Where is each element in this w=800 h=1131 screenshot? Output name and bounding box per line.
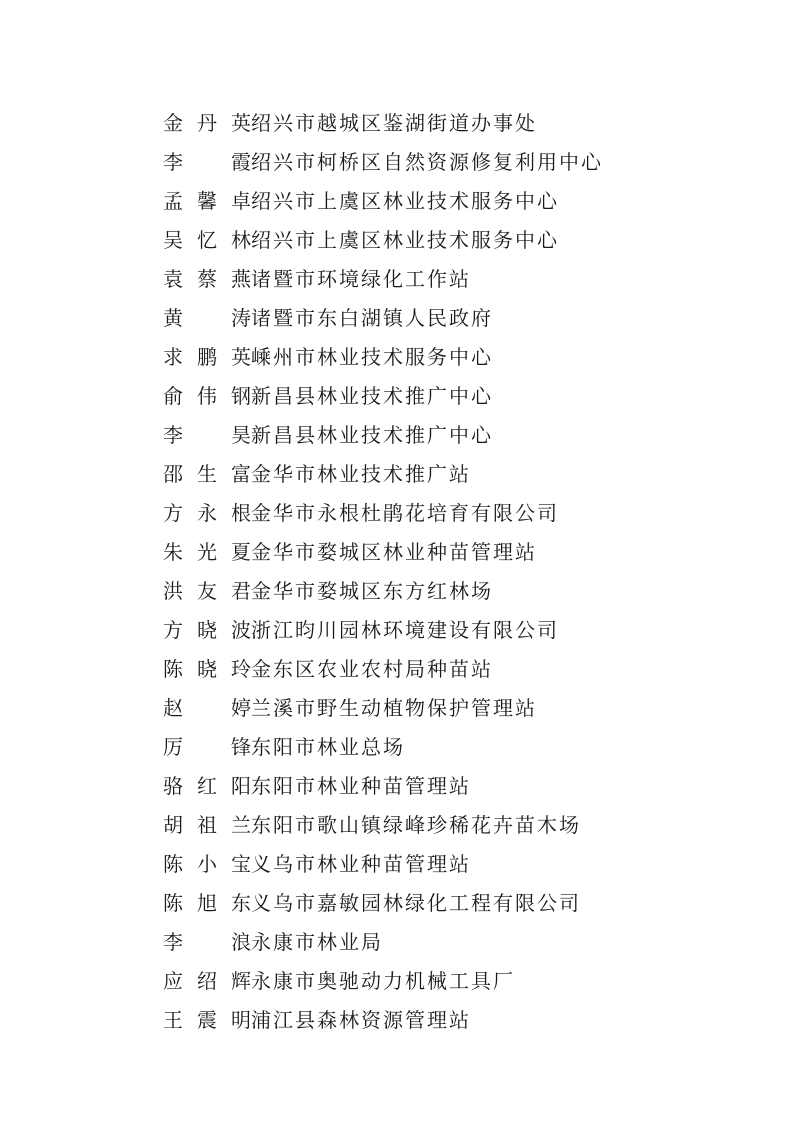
list-item [163, 609, 603, 648]
organization: 东阳市林业种苗管理站 [251, 774, 471, 798]
person-name: 李浪 [163, 930, 251, 954]
list-item [163, 765, 603, 804]
list-item [163, 258, 603, 297]
list-item [163, 999, 603, 1038]
list-item [163, 102, 603, 141]
organization: 永康市奥驰动力机械工具厂 [251, 969, 515, 993]
person-name: 孟馨卓 [163, 189, 251, 213]
list-item [163, 687, 603, 726]
list-item [163, 882, 603, 921]
organization: 诸暨市环境绿化工作站 [251, 267, 471, 291]
person-name: 陈旭东 [163, 891, 251, 915]
person-name: 王震明 [163, 1008, 251, 1032]
person-name: 吴忆林 [163, 228, 251, 252]
organization: 兰溪市野生动植物保护管理站 [251, 696, 537, 720]
organization: 诸暨市东白湖镇人民政府 [251, 306, 493, 330]
list-item [163, 921, 603, 960]
organization: 金华市婺城区林业种苗管理站 [251, 540, 537, 564]
person-name: 赵婷 [163, 696, 251, 720]
list-item [163, 492, 603, 531]
organization: 金东区农业农村局种苗站 [251, 657, 493, 681]
person-name: 方晓波 [163, 618, 251, 642]
person-name: 应绍辉 [163, 969, 251, 993]
list-item [163, 843, 603, 882]
list-item [163, 141, 603, 180]
list-item [163, 180, 603, 219]
name-list [163, 102, 603, 1038]
organization: 浦江县森林资源管理站 [251, 1008, 471, 1032]
organization: 东阳市歌山镇绿峰珍稀花卉苗木场 [251, 813, 581, 837]
list-item [163, 804, 603, 843]
organization: 绍兴市柯桥区自然资源修复利用中心 [251, 150, 603, 174]
person-name: 陈小宝 [163, 852, 251, 876]
list-item [163, 297, 603, 336]
list-item [163, 414, 603, 453]
list-item [163, 375, 603, 414]
person-name: 洪友君 [163, 579, 251, 603]
organization: 东阳市林业总场 [251, 735, 405, 759]
organization: 绍兴市上虞区林业技术服务中心 [251, 189, 559, 213]
person-name: 方永根 [163, 501, 251, 525]
person-name: 求鹏英 [163, 345, 251, 369]
organization: 金华市婺城区东方红林场 [251, 579, 493, 603]
organization: 新昌县林业技术推广中心 [251, 423, 493, 447]
list-item [163, 219, 603, 258]
person-name: 朱光夏 [163, 540, 251, 564]
list-item [163, 726, 603, 765]
person-name: 袁蔡燕 [163, 267, 251, 291]
person-name: 俞伟钢 [163, 384, 251, 408]
organization: 浙江昀川园林环境建设有限公司 [251, 618, 559, 642]
organization: 绍兴市上虞区林业技术服务中心 [251, 228, 559, 252]
person-name: 骆红阳 [163, 774, 251, 798]
organization: 新昌县林业技术推广中心 [251, 384, 493, 408]
person-name: 黄涛 [163, 306, 251, 330]
person-name: 胡祖兰 [163, 813, 251, 837]
organization: 嵊州市林业技术服务中心 [251, 345, 493, 369]
organization: 义乌市嘉敏园林绿化工程有限公司 [251, 891, 581, 915]
person-name: 李霞 [163, 150, 251, 174]
list-item [163, 453, 603, 492]
organization: 义乌市林业种苗管理站 [251, 852, 471, 876]
list-item [163, 570, 603, 609]
person-name: 金丹英 [163, 111, 251, 135]
list-item [163, 336, 603, 375]
person-name: 李昊 [163, 423, 251, 447]
list-item [163, 531, 603, 570]
organization: 金华市永根杜鹃花培育有限公司 [251, 501, 559, 525]
list-item [163, 960, 603, 999]
person-name: 陈晓玲 [163, 657, 251, 681]
organization: 绍兴市越城区鉴湖街道办事处 [251, 111, 537, 135]
person-name: 邵生富 [163, 462, 251, 486]
list-item [163, 648, 603, 687]
organization: 永康市林业局 [251, 930, 383, 954]
organization: 金华市林业技术推广站 [251, 462, 471, 486]
person-name: 厉锋 [163, 735, 251, 759]
